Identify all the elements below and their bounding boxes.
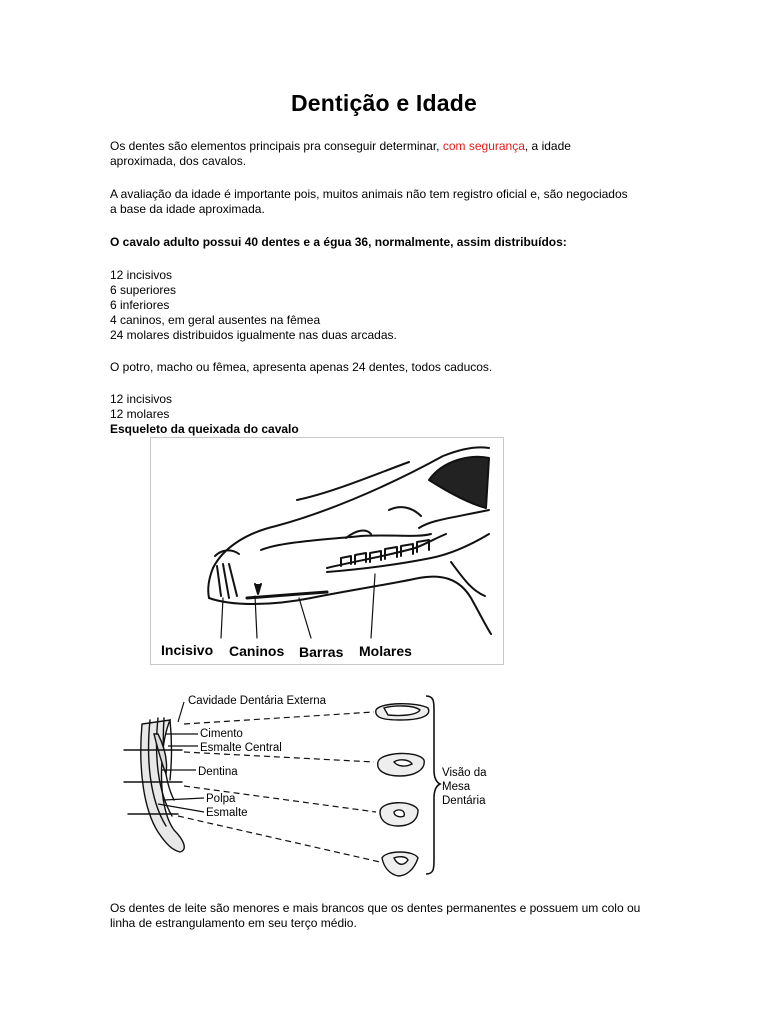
list-item: 12 molares: [110, 407, 170, 421]
figure1-caption: Esqueleto da queixada do cavalo: [110, 422, 299, 436]
skull-label-molares: Molares: [359, 643, 412, 659]
intro-text-after: , a idade aproximada, dos cavalos.: [110, 139, 571, 168]
label-cavidade: Cavidade Dentária Externa: [188, 695, 327, 707]
list-item: 12 incisivos: [110, 392, 173, 406]
intro-text-before: Os dentes são elementos principais pra conseguir determinar,: [110, 139, 443, 153]
horse-skull-drawing: [151, 438, 503, 664]
adult-teeth-list: [110, 268, 630, 343]
list-item: 6 superiores: [110, 283, 177, 297]
skull-label-incisivo: Incisivo: [161, 642, 214, 658]
adult-teeth-heading: O cavalo adulto possui 40 dentes e a égua 36, normalmente, assim distribuídos:: [110, 235, 567, 249]
milk-teeth-paragraph: Os dentes de leite são menores e mais brancos que os dentes permanentes e possuem um colo ou linha de estrangulamento em seu terço médio.: [110, 901, 641, 930]
page-title: Dentição e Idade: [291, 90, 477, 116]
highlight-text: com segurança: [442, 139, 525, 153]
label-visao-3: Dentária: [442, 795, 486, 807]
intro-paragraph: [110, 139, 630, 169]
label-esmalte: Esmalte: [206, 807, 248, 819]
tooth-section-drawing: [118, 690, 498, 880]
skull-label-barras: Barras: [299, 644, 344, 660]
foal-teeth-list: [110, 392, 630, 422]
horse-skull-figure: [150, 437, 504, 665]
list-item: 24 molares distribuidos igualmente nas duas arcadas.: [110, 328, 397, 342]
foal-paragraph: O potro, macho ou fêmea, apresenta apenas 24 dentes, todos caducos.: [110, 360, 493, 374]
label-visao-1: Visão da: [442, 767, 487, 779]
list-item: 6 inferiores: [110, 298, 170, 312]
list-item: 4 caninos, em geral ausentes na fêmea: [110, 313, 321, 327]
tooth-section-figure: [118, 690, 498, 880]
label-visao-2: Mesa: [442, 781, 471, 793]
label-esmalte-central: Esmalte Central: [200, 742, 282, 754]
label-cimento: Cimento: [200, 728, 243, 740]
label-polpa: Polpa: [206, 793, 236, 805]
label-dentina: Dentina: [198, 766, 238, 778]
list-item: 12 incisivos: [110, 268, 173, 282]
skull-label-caninos: Caninos: [229, 643, 285, 659]
evaluation-paragraph: A avaliação da idade é importante pois, muitos animais não tem registro oficial e, são negociados a base da idade aproximada.: [110, 187, 628, 216]
